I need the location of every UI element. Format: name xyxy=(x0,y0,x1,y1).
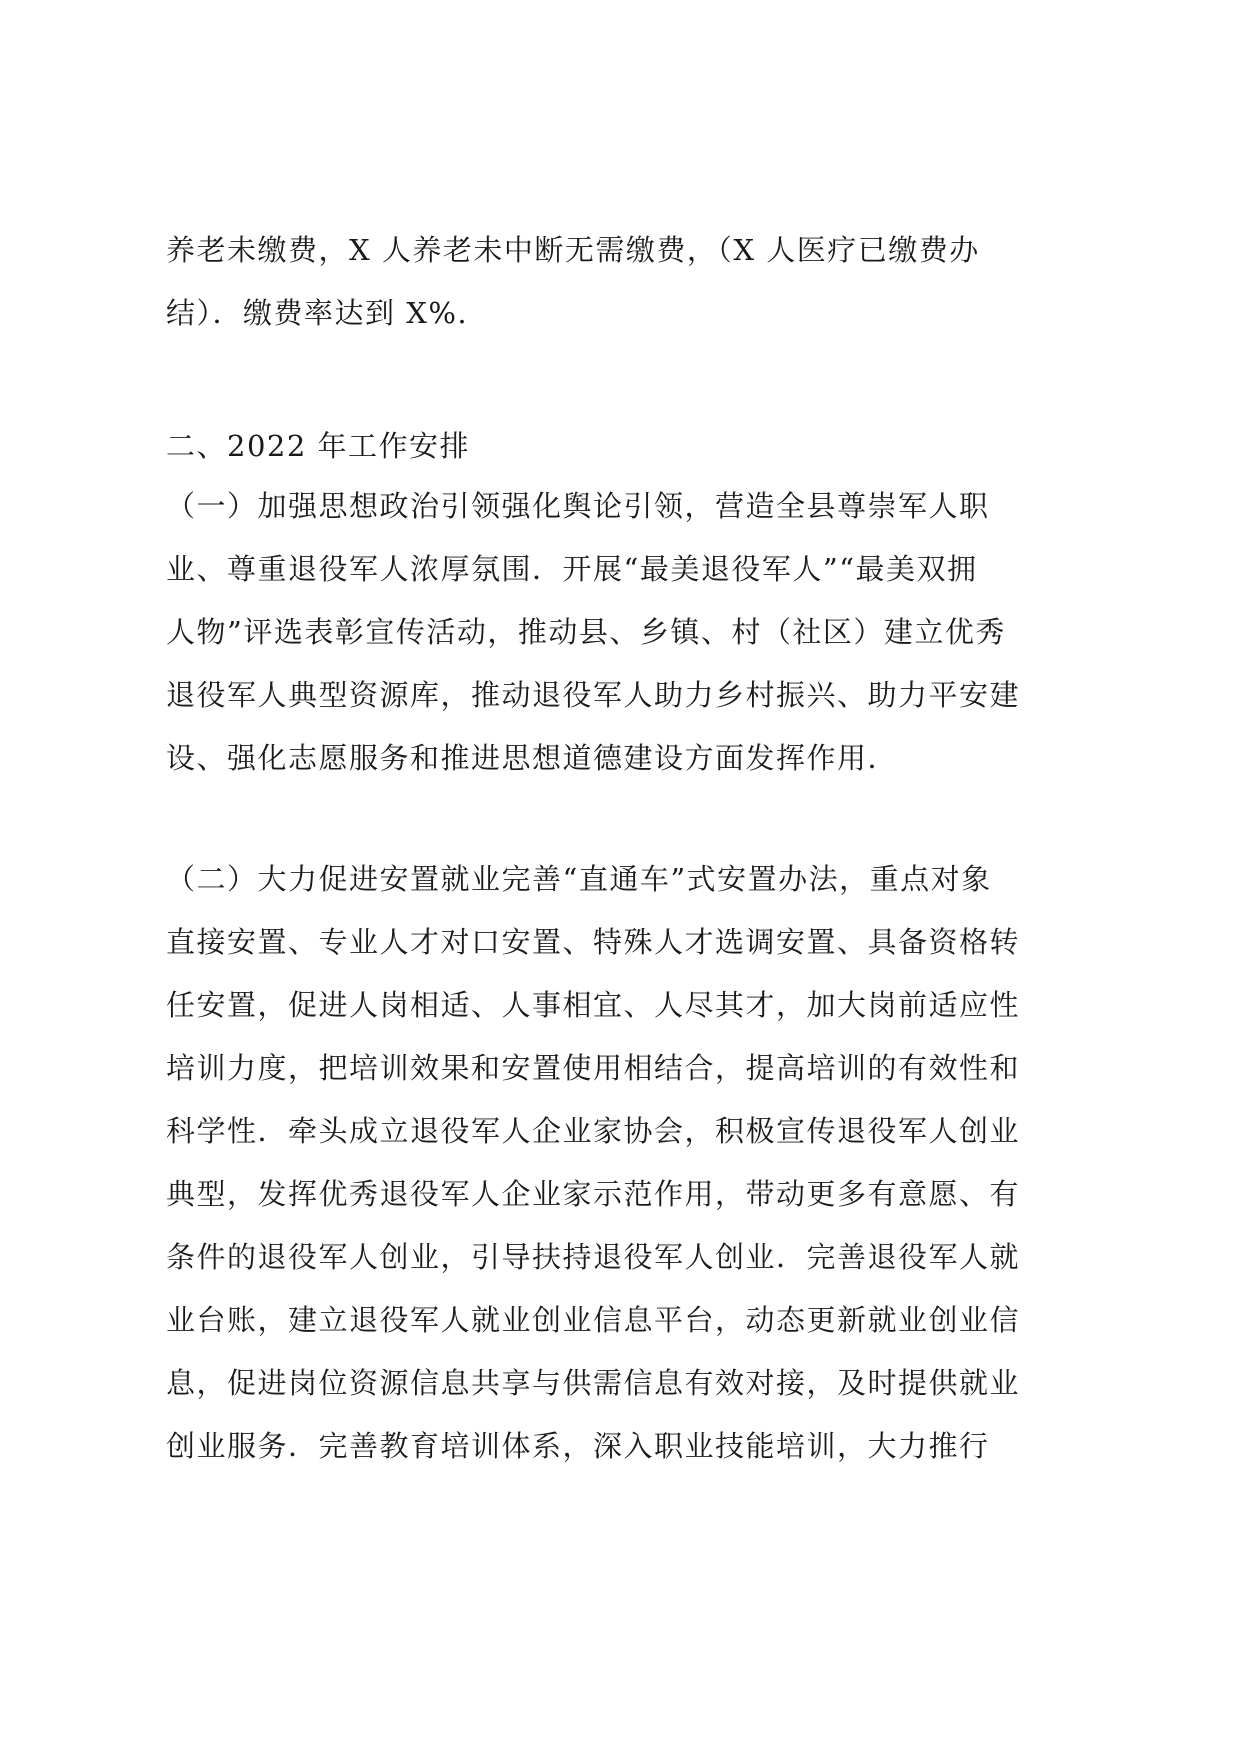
body-text-line: 人物”评选表彰宣传活动，推动县、乡镇、村（社区）建立优秀 xyxy=(166,615,1006,649)
body-text-line: 结）．缴费率达到 X%. xyxy=(166,296,469,330)
body-text-line: 科学性．牵头成立退役军人企业家协会，积极宣传退役军人创业 xyxy=(166,1114,1021,1148)
body-text-line: 息，促进岗位资源信息共享与供需信息有效对接，及时提供就业 xyxy=(166,1366,1021,1400)
body-text-line: 业台账，建立退役军人就业创业信息平台，动态更新就业创业信 xyxy=(166,1303,1021,1337)
body-text-line: 业、尊重退役军人浓厚氛围．开展“最美退役军人”“最美双拥 xyxy=(166,552,978,586)
subsection-paragraph-line: （二）大力促进安置就业完善“直通车”式安置办法，重点对象 xyxy=(166,862,992,896)
body-text-line: 退役军人典型资源库，推动退役军人助力乡村振兴、助力平安建 xyxy=(166,678,1021,712)
body-text-line: 创业服务．完善教育培训体系，深入职业技能培训，大力推行 xyxy=(166,1429,990,1463)
body-text-line: 养老未缴费，X 人养老未中断无需缴费，（X 人医疗已缴费办 xyxy=(166,233,980,267)
body-text-line: 培训力度，把培训效果和安置使用相结合，提高培训的有效性和 xyxy=(166,1051,1021,1085)
body-text-line: 直接安置、专业人才对口安置、特殊人才选调安置、具备资格转 xyxy=(166,925,1021,959)
section-heading: 二、2022 年工作安排 xyxy=(166,429,471,463)
subsection-paragraph-line: （一）加强思想政治引领强化舆论引领，营造全县尊崇军人职 xyxy=(166,489,990,523)
body-text-line: 条件的退役军人创业，引导扶持退役军人创业．完善退役军人就 xyxy=(166,1240,1021,1274)
body-text-line: 设、强化志愿服务和推进思想道德建设方面发挥作用． xyxy=(166,741,899,775)
body-text-line: 任安置，促进人岗相适、人事相宜、人尽其才，加大岗前适应性 xyxy=(166,988,1021,1022)
body-text-line: 典型，发挥优秀退役军人企业家示范作用，带动更多有意愿、有 xyxy=(166,1177,1021,1211)
